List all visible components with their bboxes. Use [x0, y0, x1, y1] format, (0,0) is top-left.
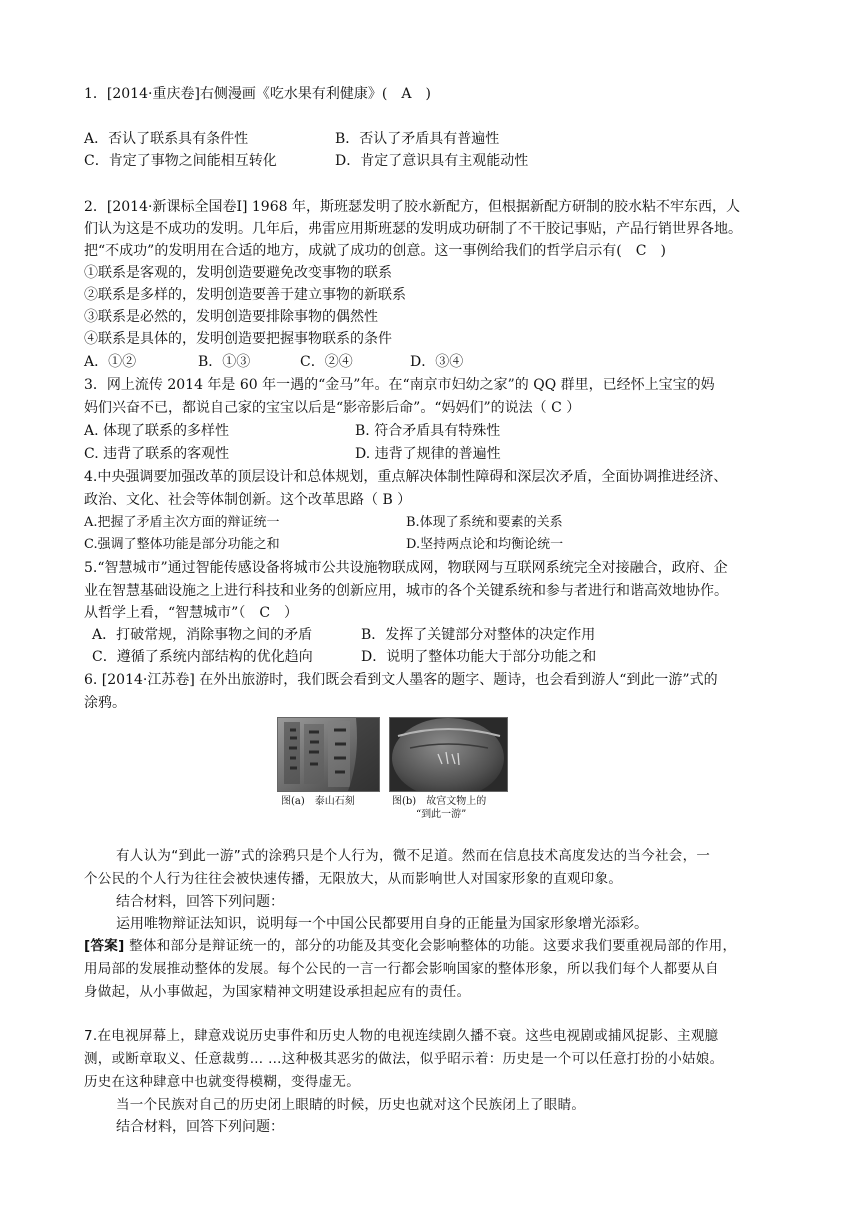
q3-option-a: A. 体现了联系的多样性 [84, 423, 230, 439]
q2-stem-line1: 2．[2014·新课标全国卷Ⅰ] 1968 年，斯班瑟发明了胶水新配方，但根据新配方研制的胶水粘不牢东西，人 [84, 199, 740, 215]
figure-b-caption-line2: “到此一游” [416, 809, 467, 820]
q3-option-b: B. 符合矛盾具有特殊性 [355, 423, 501, 439]
q3-option-c: C. 违背了联系的客观性 [84, 446, 230, 462]
q7-stem-line2: 测，或断章取义、任意裁剪… …这种极其恶劣的做法，似乎昭示着：历史是一个可以任意打扮的小姑娘。 [84, 1051, 724, 1067]
q2-option-d: D．③④ [410, 354, 464, 370]
q3-option-d: D. 违背了规律的普遍性 [355, 446, 501, 462]
q4-option-c: C.强调了整体功能是部分功能之和 [84, 537, 280, 552]
q6-answer-line3: 身做起，从小事做起，为国家精神文明建设承担起应有的责任。 [84, 984, 471, 1000]
q5-option-a: A．打破常规，消除事物之间的矛盾 [92, 627, 313, 643]
q2-option-c: C．②④ [300, 354, 353, 370]
q1-option-d: D．肯定了意识具有主观能动性 [335, 153, 529, 169]
q2-option-b: B．①③ [198, 354, 251, 370]
q2-stem-line2: 们认为这是不成功的发明。几年后，弗雷应用斯班瑟的发明成功研制了不干胶记事贴，产品行销世界各地。 [84, 221, 742, 237]
figure-a-stone-carving [277, 717, 380, 792]
q6-answer-line2: 用局部的发展推动整体的发展。每个公民的一言一行都会影响国家的整体形象，所以我们每个人都要从自 [84, 961, 719, 977]
figure-b-vessel-graffiti [389, 717, 508, 792]
q6-material-line1: 有人认为“到此一游”式的涂鸦只是个人行为，微不足道。然而在信息技术高度发达的当今社会，一 [116, 848, 711, 864]
q5-stem-line1: 5.“智慧城市”通过智能传感设备将城市公共设施物联成网，物联网与互联网系统完全对接融合，政府、企 [84, 560, 728, 576]
q5-option-b: B．发挥了关键部分对整体的决定作用 [361, 627, 596, 643]
q5-option-c: C．遵循了系统内部结构的优化趋向 [92, 649, 313, 665]
q2-statement-1: ①联系是客观的，发明创造要避免改变事物的联系 [84, 265, 392, 281]
q2-statement-4: ④联系是具体的，发明创造要把握事物联系的条件 [84, 331, 392, 347]
q4-stem-line1: 4.中央强调要加强改革的顶层设计和总体规划，重点解决体制性障碍和深层次矛盾，全面协调推进经济、 [84, 469, 728, 485]
answer-text: 整体和部分是辩证统一的，部分的功能及其变化会影响整体的功能。这要求我们要重视局部的作用， [124, 938, 737, 954]
q4-option-d: D.坚持两点论和均衡论统一 [406, 537, 564, 552]
q3-stem-line2: 妈们兴奋不已，都说自己家的宝宝以后是“影帝影后命”。“妈妈们”的说法（ C ） [84, 400, 581, 416]
q1-option-b: B．否认了矛盾具有普遍性 [335, 131, 500, 147]
q4-option-a: A.把握了矛盾主次方面的辩证统一 [84, 515, 280, 530]
q7-instruction: 结合材料，回答下列问题： [116, 1119, 284, 1135]
q6-instruction: 结合材料，回答下列问题： [116, 894, 284, 910]
q2-statement-3: ③联系是必然的，发明创造要排除事物的偶然性 [84, 309, 378, 325]
q2-statement-2: ②联系是多样的，发明创造要善于建立事物的新联系 [84, 287, 406, 303]
q1-option-a: A．否认了联系具有条件性 [84, 131, 249, 147]
q6-answer-line1 [84, 935, 736, 957]
q6-stem-line2: 涂鸦。 [84, 695, 126, 711]
q1-option-c: C．肯定了事物之间能相互转化 [84, 153, 277, 169]
q5-stem-line3: 从哲学上看，“智慧城市”（ C ） [84, 605, 299, 621]
stone-carving-photo [278, 718, 379, 791]
q7-material-quote: 当一个民族对自己的历史闭上眼睛的时候，历史也就对这个民族闭上了眼睛。 [116, 1097, 586, 1113]
q5-stem-line2: 业在智慧基础设施之上进行科技和业务的创新应用，城市的各个关键系统和参与者进行和谐高效地协作。 [84, 583, 728, 599]
figure-a-caption: 图(a) 泰山石刻 [281, 796, 355, 807]
figure-b-caption-line1: 图(b) 故宫文物上的 [392, 796, 487, 807]
q5-option-d: D．说明了整体功能大于部分功能之和 [361, 649, 597, 665]
q7-stem-line1: 7.在电视屏幕上，肆意戏说历史事件和历史人物的电视连续剧久播不衰。这些电视剧或捕风捉影、主观臆 [84, 1028, 719, 1044]
answer-tag: [答案] [84, 938, 125, 954]
q3-stem-line1: 3．网上流传 2014 年是 60 年一遇的“金马”年。在“南京市妇幼之家”的 QQ 群里，已经怀上宝宝的妈 [84, 377, 715, 393]
q2-stem-line3: 把“不成功”的发明用在合适的地方，成就了成功的创意。这一事例给我们的哲学启示有( C ) [84, 243, 666, 259]
q6-stem-line1: 6. [2014·江苏卷] 在外出旅游时，我们既会看到文人墨客的题字、题诗，也会看到游人“到此一游”式的 [84, 672, 718, 688]
vessel-photo [390, 718, 507, 791]
q6-question: 运用唯物辩证法知识，说明每一个中国公民都要用自身的正能量为国家形象增光添彩。 [116, 916, 648, 932]
q7-stem-line3: 历史在这种肆意中也就变得模糊，变得虚无。 [84, 1074, 360, 1090]
q4-option-b: B.体现了系统和要素的关系 [406, 515, 563, 530]
q4-stem-line2: 政治、文化、社会等体制创新。这个改革思路（ B ） [84, 492, 412, 508]
q1-stem: 1．[2014·重庆卷]右侧漫画《吃水果有利健康》( A ) [84, 86, 431, 102]
q2-option-a: A．①② [84, 354, 137, 370]
q6-material-line2: 个公民的个人行为往往会被快速传播，无限放大，从而影响世人对国家形象的直观印象。 [84, 871, 623, 887]
